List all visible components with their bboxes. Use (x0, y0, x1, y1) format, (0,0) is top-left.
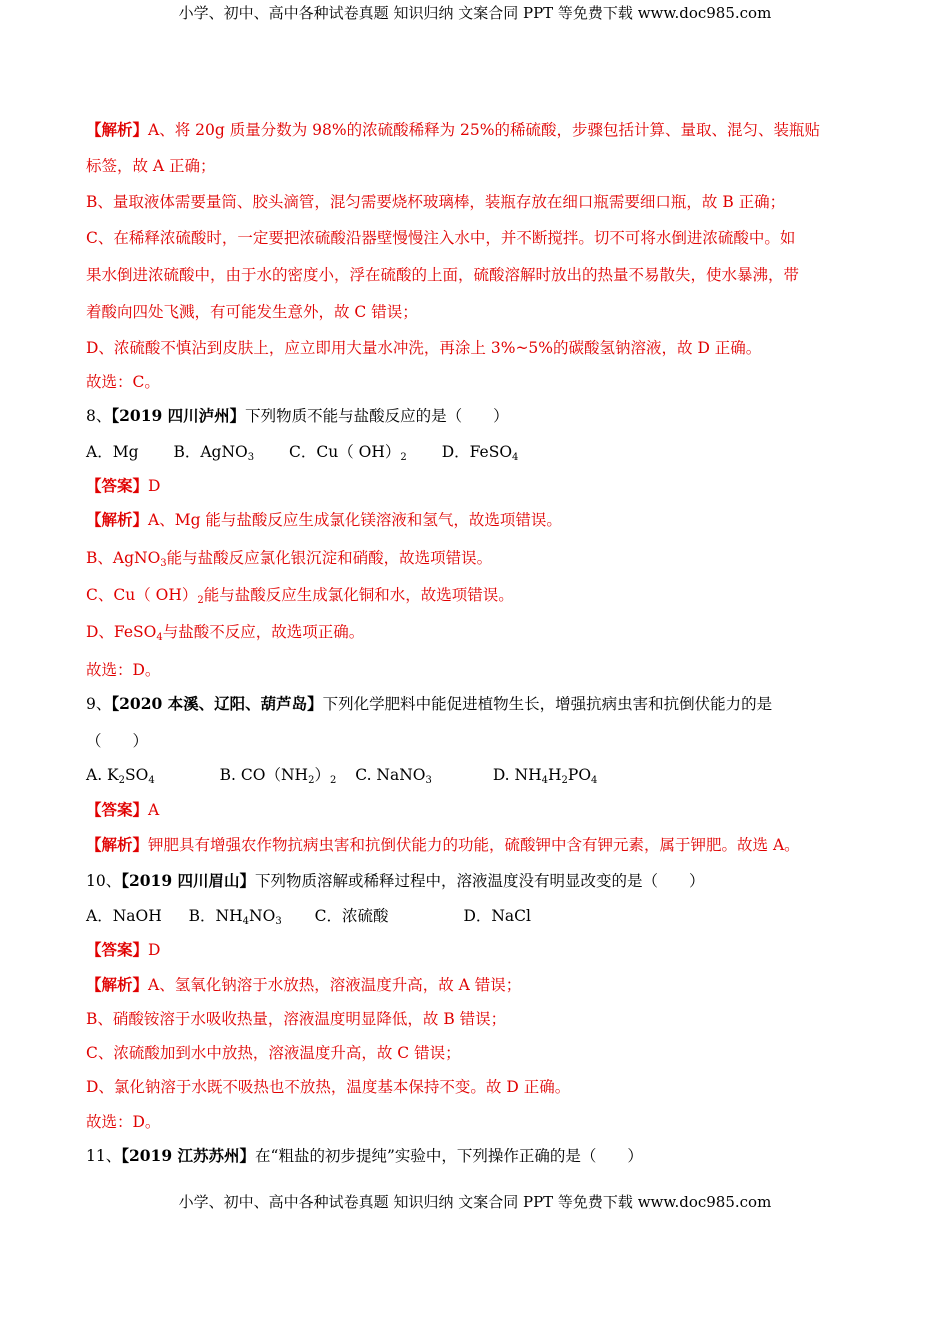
explanation-line: 标签，故 A 正确； (86, 157, 216, 175)
option-b: B. $CO(NH_2)_2$ (219, 766, 337, 786)
option-a: A．NaOH (86, 907, 162, 925)
option-d: D．FeSO$_4$ (441, 443, 519, 463)
question-10: 10、【2019 四川眉山】下列物质溶解或稀释过程中，溶液温度没有明显改变的是（ ） (86, 871, 705, 890)
explanation-line: D、浓硫酸不慎沾到皮肤上，应立即用大量水冲洗，再涂上 3%~5%的碳酸氢钠溶液，故 D 正确。 (86, 339, 762, 357)
explanation-line: B、硝酸铵溶于水吸收热量，溶液温度明显降低，故 B 错误； (86, 1010, 507, 1028)
explanation-line: B、AgNO$_3$能与盐酸反应氯化银沉淀和硝酸，故选项错误。 (86, 549, 493, 569)
question-8: 8、【2019 四川泸州】下列物质不能与盐酸反应的是（ ） (86, 406, 509, 425)
explanation-line: 【解析】钾肥具有增强农作物抗病虫害和抗倒伏能力的功能，硫酸钾中含有钾元素，属于钾肥。故选 A。 (86, 835, 800, 854)
option-a: A. $K_2SO_4$ (86, 766, 155, 786)
explanation-line: 【解析】A、氢氧化钠溶于水放热，溶液温度升高，故 A 错误； (86, 975, 522, 994)
option-c: C. NaNO$_3$ (355, 766, 432, 786)
question-9-options (86, 765, 876, 785)
page-header: 小学、初中、高中各种试卷真题 知识归纳 文案合同 PPT 等免费下载 www.doc985.com (178, 4, 772, 22)
option-c: C．浓硫酸 (314, 907, 389, 925)
explanation-line: 【解析】A、Mg 能与盐酸反应生成氯化镁溶液和氢气，故选项错误。 (86, 510, 562, 529)
question-9: 9、【2020 本溪、辽阳、葫芦岛】下列化学肥料中能促进植物生长，增强抗病虫害和抗倒伏能力的是 (86, 694, 773, 713)
explanation-line: 着酸向四处飞溅，有可能发生意外，故 C 错误； (86, 303, 418, 321)
option-c: C．Cu（ $OH)_2$ (289, 443, 407, 463)
question-11: 11、【2019 江苏苏州】在“粗盐的初步提纯”实验中，下列操作正确的是（ ） (86, 1146, 643, 1165)
question-9-bracket: （ ） (86, 732, 149, 750)
answer-10: 【答案】D (86, 940, 161, 959)
question-8-options (86, 442, 876, 462)
explanation-line: D、氯化钠溶于水既不吸热也不放热，温度基本保持不变。故 D 正确。 (86, 1078, 571, 1096)
explanation-line: B、量取液体需要量筒、胶头滴管，混匀需要烧杯玻璃棒，装瓶存放在细口瓶需要细口瓶，故 B 正确； (86, 193, 786, 211)
option-b: B．AgNO$_3$ (173, 443, 255, 463)
explanation-line: 故选：C。 (86, 373, 160, 391)
explanation-line: 故选：D。 (86, 1113, 161, 1131)
option-d: D. $NH_4H_2PO_4$ (492, 766, 598, 786)
answer-9: 【答案】A (86, 800, 160, 819)
option-a: A．Mg (86, 443, 139, 461)
option-b: B．$NH_4NO_3$ (188, 907, 282, 927)
answer-8: 【答案】D (86, 476, 161, 495)
explanation-line: C、Cu（ $OH)_2$能与盐酸反应生成氯化铜和水，故选项错误。 (86, 586, 514, 606)
page-footer: 小学、初中、高中各种试卷真题 知识归纳 文案合同 PPT 等免费下载 www.doc985.com (178, 1193, 772, 1211)
explanation-line: 果水倒进浓硫酸中，由于水的密度小，浮在硫酸的上面，硫酸溶解时放出的热量不易散失，使水暴沸，带 (86, 266, 800, 284)
explanation-line: 故选：D。 (86, 661, 161, 679)
option-d: D．NaCl (463, 907, 531, 925)
explanation-line: D、FeSO$_4$与盐酸不反应，故选项正确。 (86, 623, 365, 643)
explanation-line: C、在稀释浓硫酸时，一定要把浓硫酸沿器壁慢慢注入水中，并不断搅拌。切不可将水倒进浓硫酸中。如 (86, 229, 796, 247)
question-10-options (86, 906, 876, 926)
explanation-line: 【解析】A、将 20g 质量分数为 98%的浓硫酸稀释为 25%的稀硫酸，步骤包括计算、量取、混匀、装瓶贴 (86, 120, 820, 139)
explanation-line: C、浓硫酸加到水中放热，溶液温度升高，故 C 错误； (86, 1044, 461, 1062)
